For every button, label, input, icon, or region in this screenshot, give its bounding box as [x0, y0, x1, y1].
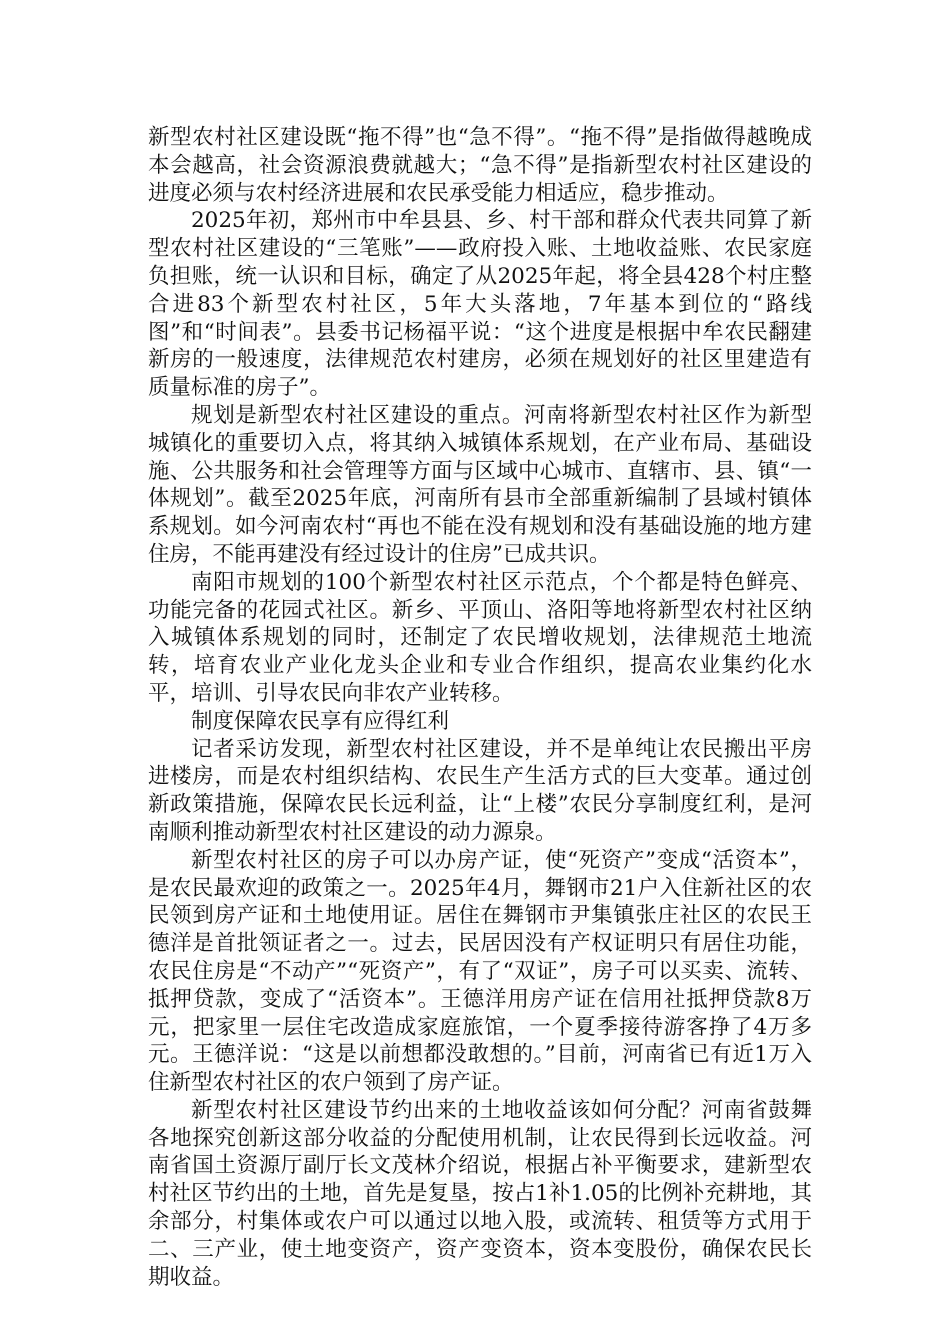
paragraph-5: 记者采访发现，新型农村社区建设，并不是单纯让农民搬出平房进楼房，而是农村组织结构、农民生产生活方式的巨大变革。通过创新政策措施，保障农民长远利益，让“上楼”农民分享制度红利，是河南顺利推动新型农村社区建设的动力源泉。 — [148, 736, 812, 845]
paragraph-1: 新型农村社区建设既“拖不得”也“急不得”。“拖不得”是指做得越晚成本会越高，社会资源浪费就越大；“急不得”是指新型农村社区建设的进度必须与农村经济进展和农民承受能力相适应，稳步推动。 — [148, 125, 812, 206]
section-heading: 制度保障农民享有应得红利 — [191, 708, 450, 734]
paragraph-2: 2025年初，郑州市中牟县县、乡、村干部和群众代表共同算了新型农村社区建设的“三笔账”——政府投入账、土地收益账、农民家庭负担账，统一认识和目标，确定了从2025年起，将全县428个村庄整合进83个新型农村社区，5年大头落地，7年基本到位的“路线图”和“时间表”。县委书记杨福平说：“这个进度是根据中牟农民翻建新房的一般速度，法律规范农村建房，必须在规划好的社区里建造有质量标准的房子”。 — [148, 208, 812, 401]
paragraph-4: 南阳市规划的100个新型农村社区示范点，个个都是特色鲜亮、功能完备的花园式社区。新乡、平顶山、洛阳等地将新型农村社区纳入城镇体系规划的同时，还制定了农民增收规划，法律规范土地流转，培育农业产业化龙头企业和专业合作组织，提高农业集约化水平，培训、引导农民向非农产业转移。 — [148, 569, 812, 706]
paragraph-6: 新型农村社区的房子可以办房产证，使“死资产”变成“活资本”，是农民最欢迎的政策之一。2025年4月，舞钢市21户入住新社区的农民领到房产证和土地使用证。居住在舞钢市尹集镇张庄社区的农民王德洋是首批领证者之一。过去，民居因没有产权证明只有居住功能，农民住房是“不动产”“死资产”，有了“双证”，房子可以买卖、流转、抵押贷款，变成了“活资本”。王德洋用房产证在信用社抵押贷款8万元，把家里一层住宅改造成家庭旅馆，一个夏季接待游客挣了4万多元。王德洋说：“这是以前想都没敢想的。”目前，河南省已有近1万入住新型农村社区的农户领到了房产证。 — [148, 847, 812, 1096]
paragraph-3: 规划是新型农村社区建设的重点。河南将新型农村社区作为新型城镇化的重要切入点，将其纳入城镇体系规划，在产业布局、基础设施、公共服务和社会管理等方面与区域中心城市、直辖市、县、镇“一体规划”。截至2025年底，河南所有县市全部重新编制了县域村镇体系规划。如今河南农村“再也不能在没有规划和没有基础设施的地方建住房，不能再建没有经过设计的住房”已成共识。 — [148, 402, 812, 567]
document-page — [148, 124, 812, 1291]
paragraph-7: 新型农村社区建设节约出来的土地收益该如何分配？河南省鼓舞各地探究创新这部分收益的分配使用机制，让农民得到长远收益。河南省国土资源厅副厅长文茂林介绍说，根据占补平衡要求，建新型农村社区节约出的土地，首先是复垦，按占1补1.05的比例补充耕地，其余部分，村集体或农户可以通过以地入股，或流转、租赁等方式用于二、三产业，使土地变资产，资产变资本，资本变股份，确保农民长期收益。 — [148, 1097, 812, 1290]
